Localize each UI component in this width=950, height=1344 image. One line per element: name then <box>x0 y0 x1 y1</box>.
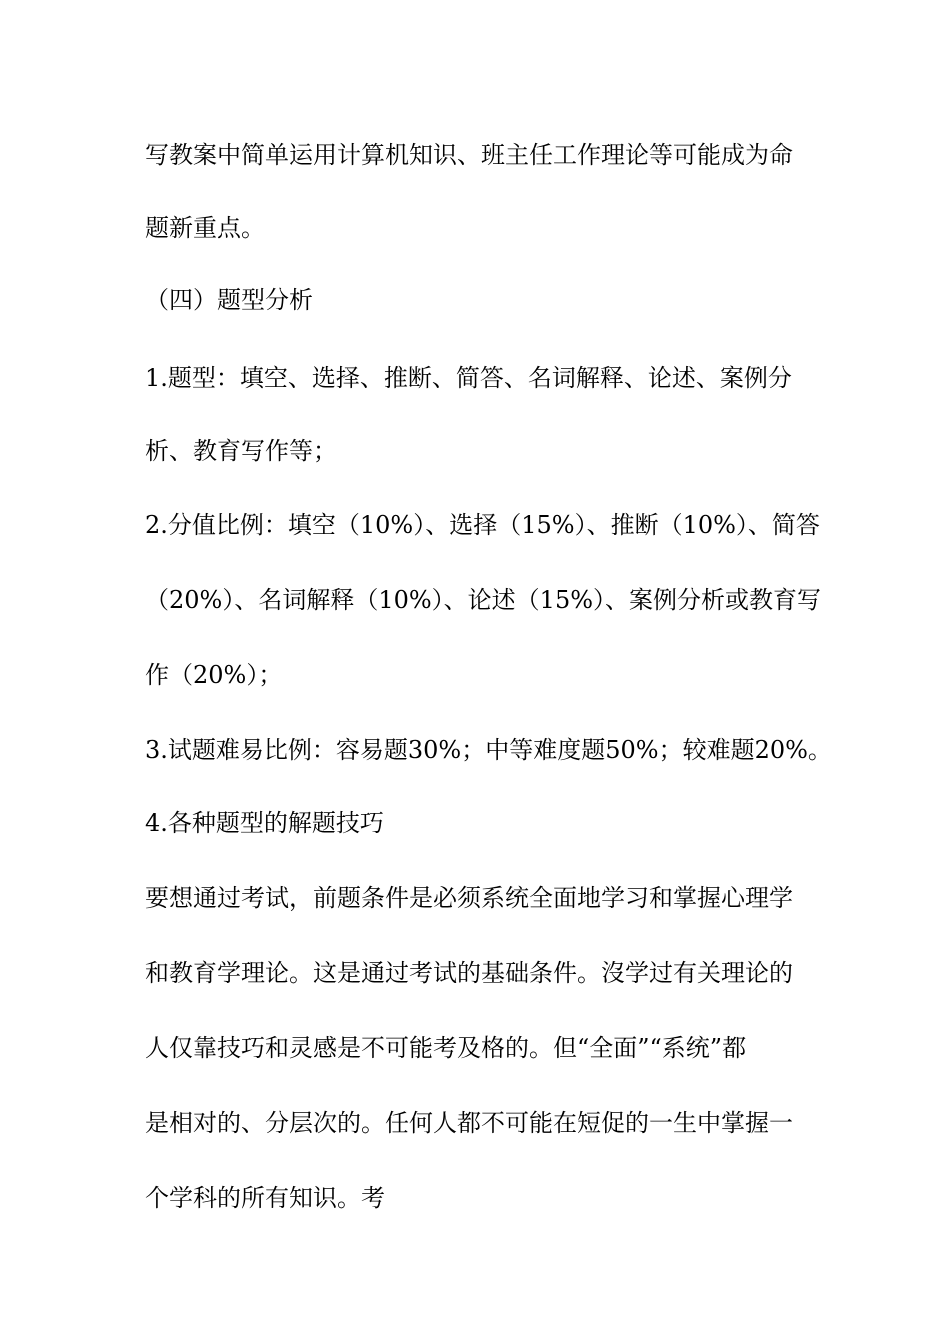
text-line: 是相对的、分层次的。任何人都不可能在短促的一生中掌握一 <box>145 1109 793 1137</box>
text-line: 要想通过考试，前题条件是必须系统全面地学习和掌握心理学 <box>145 884 793 912</box>
text-line: 析、教育写作等； <box>145 437 337 465</box>
text-line: 题新重点。 <box>145 214 265 242</box>
text-line: 和教育学理论。这是通过考试的基础条件。沒学过有关理论的 <box>145 959 793 987</box>
text-line: 3.试题难易比例：容易题30%；中等难度题50%；较难题20%。 <box>145 736 832 764</box>
text-line: （20%）、名词解释（10%）、论述（15%）、案例分析或教育写 <box>145 586 822 614</box>
text-line: 写教案中简单运用计算机知识、班主任工作理论等可能成为命 <box>145 141 793 169</box>
text-line: 个学科的所有知识。考 <box>145 1184 385 1212</box>
text-line: 人仅靠技巧和灵感是不可能考及格的。但“全面”“系统”都 <box>145 1034 747 1062</box>
text-line: 4.各种题型的解题技巧 <box>145 809 384 837</box>
text-line: 1.题型：填空、选择、推断、简答、名词解释、论述、案例分 <box>145 364 792 392</box>
text-line: 作（20%）； <box>145 661 283 689</box>
text-line: 2.分值比例：填空（10%）、选择（15%）、推断（10%）、简答 <box>145 511 820 539</box>
section-heading: （四）题型分析 <box>145 286 313 314</box>
